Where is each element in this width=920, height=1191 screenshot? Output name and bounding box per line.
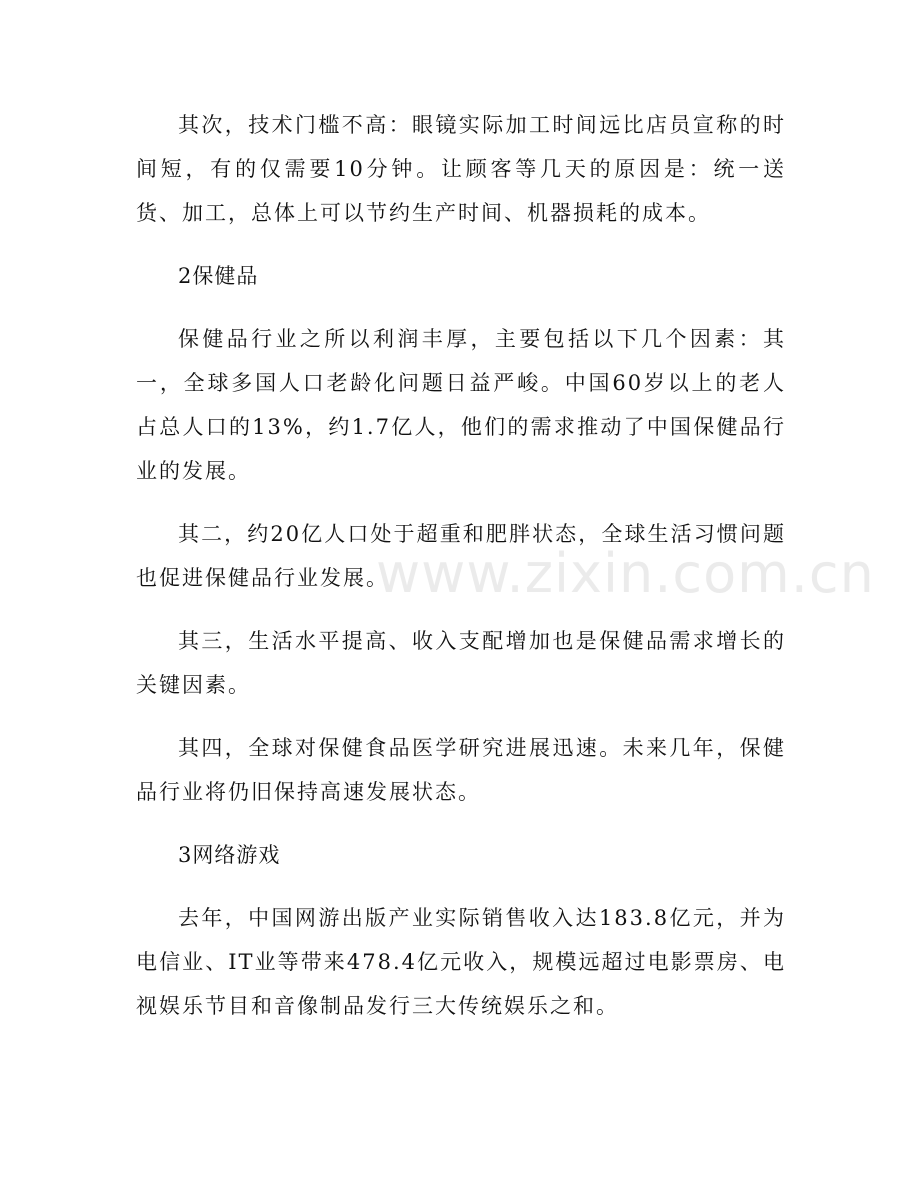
section-heading-health-products: 2保健品 [178, 264, 259, 288]
paragraph-health-products-factors: 保健品行业之所以利润丰厚，主要包括以下几个因素：其一，全球多国人口老龄化问题日益严峻。中国60岁以上的老人占总人口的13%，约1.7亿人，他们的需求推动了中国保健品行业的发展。 [136, 327, 786, 483]
section-heading-online-games: 3网络游戏 [178, 843, 281, 867]
paragraph-factor-four: 其四，全球对保健食品医学研究进展迅速。未来几年，保健品行业将仍旧保持高速发展状态。 [136, 736, 786, 804]
paragraph-online-games-revenue: 去年，中国网游出版产业实际销售收入达183.8亿元，并为电信业、IT业等带来478.4亿元收入，规模远超过电影票房、电视娱乐节目和音像制品发行三大传统娱乐之和。 [136, 906, 786, 1018]
paragraph-technical-threshold: 其次，技术门槛不高：眼镜实际加工时间远比店员宣称的时间短，有的仅需要10分钟。让顾客等几天的原因是：统一送货、加工，总体上可以节约生产时间、机器损耗的成本。 [136, 113, 786, 225]
paragraph-factor-two: 其二，约20亿人口处于超重和肥胖状态，全球生活习惯问题也促进保健品行业发展。 [136, 522, 786, 590]
paragraph-factor-three: 其三，生活水平提高、收入支配增加也是保健品需求增长的关键因素。 [136, 629, 786, 697]
watermark: www.zixin.com.cn [376, 542, 875, 605]
document-body [136, 103, 786, 1047]
